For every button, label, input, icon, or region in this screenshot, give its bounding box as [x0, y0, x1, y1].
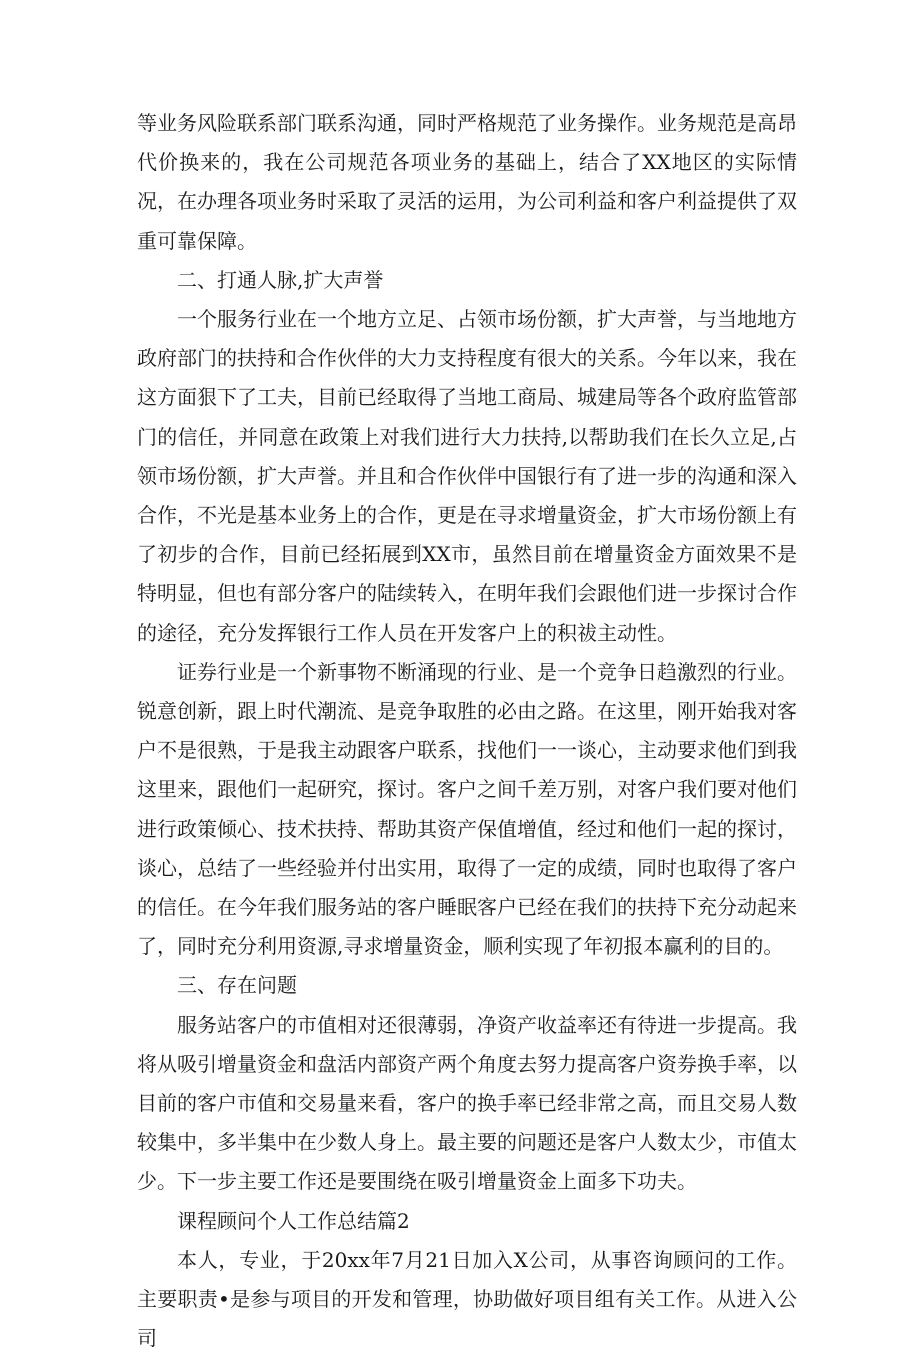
section-heading-problems: 三、存在问题	[177, 973, 297, 998]
paragraph-network: 一个服务行业在一个地方立足、占领市场份额，扩大声誉，与当地地方政府部门的扶持和合作伙伴的大力支持程度有很大的关系。今年以来，我在这方面狠下了工夫，目前已经取得了当地工商局、城建局等各个政府监管部门的信任，并同意在政策上对我们进行大力扶持,以帮助我们在长久立足,占领市场份额，扩大声誉。并且和合作伙伴中国银行有了进一步的沟通和深入合作，不光是基本业务上的合作，更是在寻求增量资金，扩大市场份额上有了初步的合作，目前已经拓展到XX市，虽然目前在增量资金方面效果不是特明显，但也有部分客户的陆续转入，在明年我们会跟他们进一步探讨合作的途径，充分发挥银行工作人员在开发客户上的积祓主动性。	[137, 307, 797, 645]
paragraph-problems: 服务站客户的市值相对还很薄弱，净资产收益率还有待进一步提高。我将从吸引增量资金和盘活内部资产两个角度去努力提高客户资券换手率，以目前的客户市值和交易量来看，客户的换手率已经非常之高，而且交易人数较集中，多半集中在少数人身上。最主要的问题还是客户人数太少，市值太少。下一步主要工作还是要围绕在吸引增量资金上面多下功夫。	[137, 1012, 797, 1194]
section-heading-network: 二、打通人脉,扩大声誉	[177, 267, 384, 292]
article-title-part2: 课程顾问个人工作总结篇2	[177, 1208, 410, 1233]
paragraph-intro: 本人，专业，于20xx年7月21日加入X公司，从事咨询顾问的工作。主要职责•是参与项目的开发和管理，协助做好项目组有关工作。从进入公司	[137, 1247, 797, 1351]
document-page	[137, 104, 797, 1359]
paragraph-continuation: 等业务风险联系部门联系沟通，同时严格规范了业务操作。业务规范是高昂代价换来的，我在公司规范各项业务的基础上，结合了XX地区的实际情况，在办理各项业务时采取了灵活的运用，为公司利益和客户利益提供了双重可靠保障。	[137, 111, 797, 253]
paragraph-securities: 证券行业是一个新事物不断涌现的行业、是一个竞争日趋激烈的行业。锐意创新，跟上时代潮流、是竞争取胜的必由之路。在这里，刚开始我对客户不是很熟，于是我主动跟客户联系，找他们一一谈心，主动要求他们到我这里来，跟他们一起研究，探讨。客户之间千差万别，对客户我们要对他们进行政策倾心、技术扶持、帮助其资产保值增值，经过和他们一起的探讨，谈心，总结了一些经验并付出实用，取得了一定的成绩，同时也取得了客户的信任。在今年我们服务站的客户睡眠客户已经在我们的扶持下充分动起来了，同时充分利用资源,寻求增量资金，顺利实现了年初报本赢利的目的。	[137, 659, 797, 959]
